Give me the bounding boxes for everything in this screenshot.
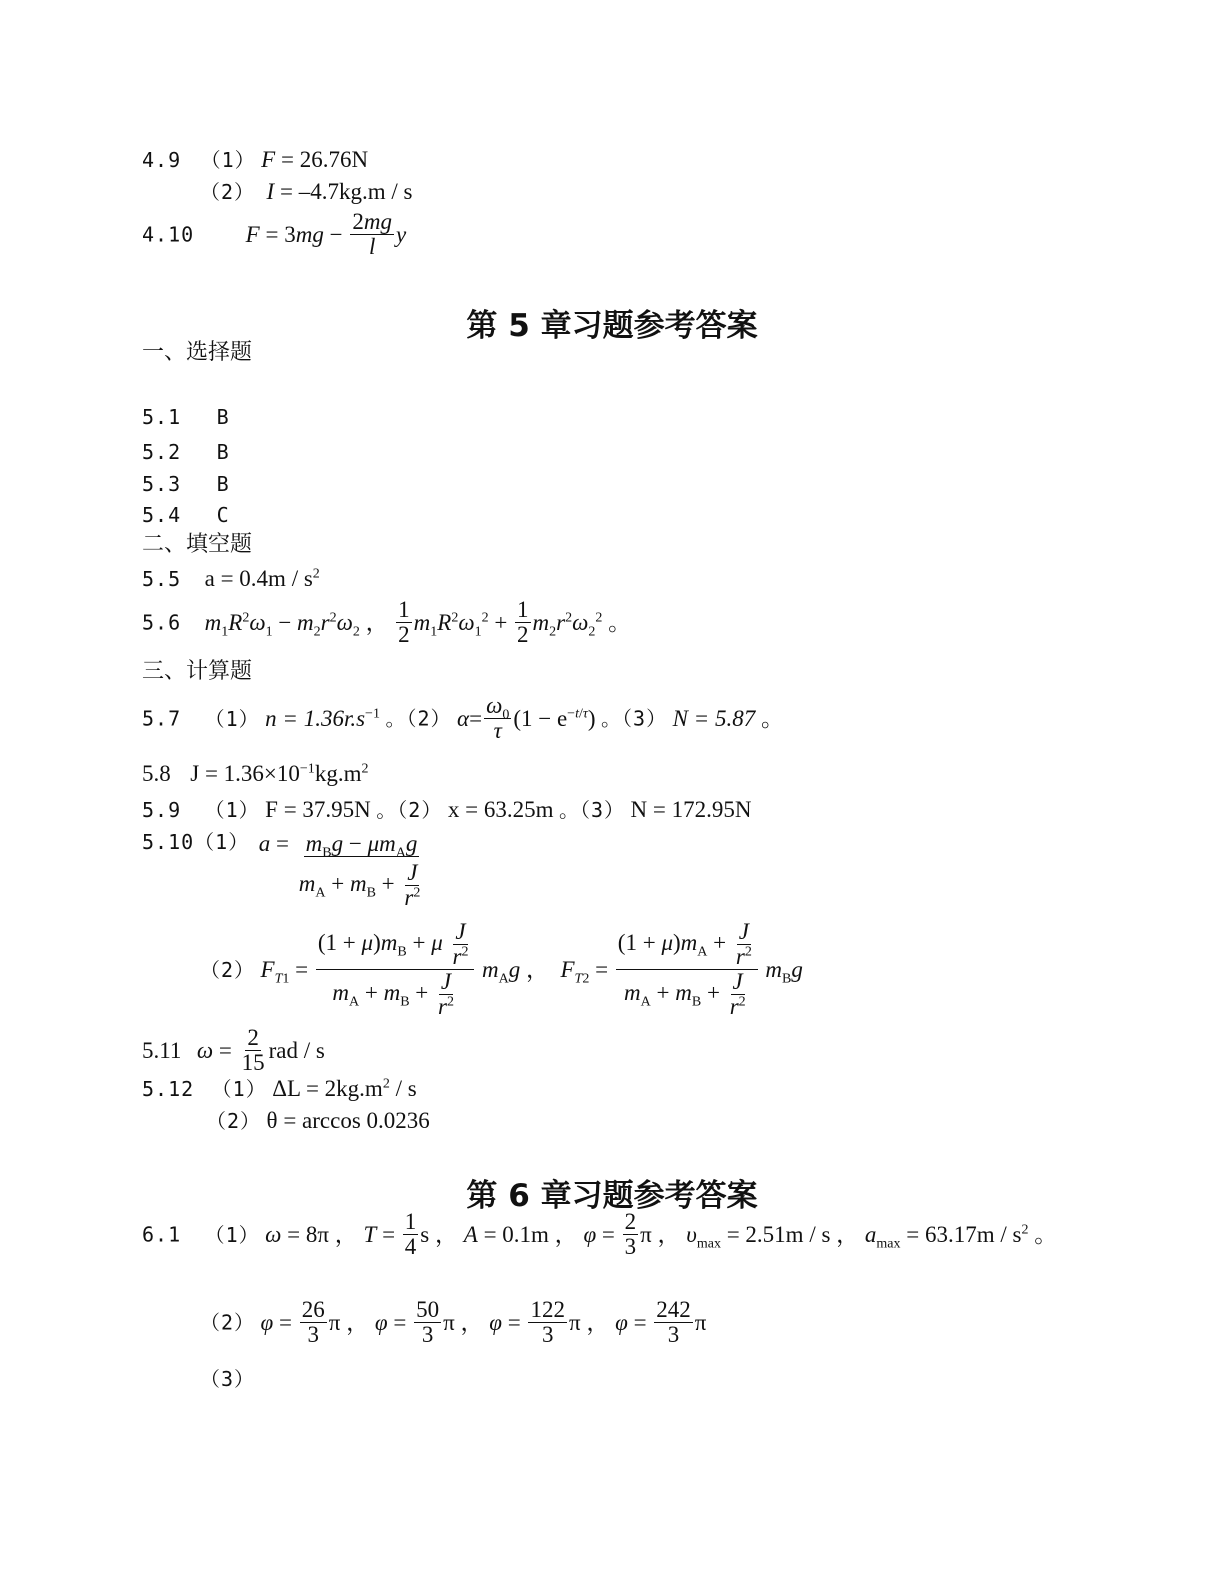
answer-5-1: 5.1 B (142, 405, 230, 429)
answer-6-1-part3: （3） (200, 1367, 256, 1391)
answer-6-1-part2: （2） φ = $\frac{26}{3}$ π ， φ = $\frac{50}{3}$ π ， φ = $\frac{122}{3}$ π ， φ = $\frac{242}{3}$ π (200, 1297, 707, 1348)
answer-5-2: 5.2 B (142, 440, 230, 464)
answer-5-7: 5.7 （1） $n = 1.36r.s^{-1}$ 。（2） α= $\frac{\omega_0}{\tau}$ $(1 - e^{-t/\tau})$ 。（3） N = 5.87 。 (142, 693, 784, 744)
answer-5-9: 5.9 （1） F = 37.95N 。（2） x = 63.25m 。（3） N = 172.95N (142, 797, 752, 822)
answer-5-10-part2: （2） $F_{T1}$ = $(1 + \mu)m_B + \mu$ $\frac{J}{r^2}$ $m_A + m_B$ + $\frac{J}{r^2}$ $m_Ag$ ， $F_{T2}$ = $(1 + \mu)m_A$ + $\frac{J}{r^2}$ $m_A + m_B$ + $\frac{J}{r^2}$ $m_Bg$ (200, 919, 803, 1020)
section-fill-heading: 二、填空题 (142, 532, 253, 557)
fraction-2mg-over-l: $\frac{2mg}{l}$ (352, 209, 392, 260)
answer-5-6: 5.6 $m_1R^2\omega_1 - m_2r^2\omega_2$ ， $\frac{1}{2}$ $m_1R^2\omega_1^2$ + $\frac{1}{2}$ $m_2r^2\omega_2^2$ 。 (142, 597, 632, 648)
section-choice-heading: 一、选择题 (142, 340, 253, 365)
answer-5-12-part1: 5.12 （1） $\Delta L = 2kg.m^2 / s$ (142, 1076, 417, 1101)
chapter-5-title: 第 5 章习题参考答案 (466, 308, 758, 344)
answer-5-8: 5.8 $J = 1.36\times 10^{-1}kg.m^2$ (142, 761, 369, 786)
problem-4-9-part1: 4.9 （1） F = 26.76N (142, 147, 369, 172)
answer-6-1-part1: 6.1 （1） ω = 8π ， T = $\frac{1}{4}$ s ， A = 0.1m ， φ = $\frac{2}{3}$ π ， $\upsilon_{max} = 2.51m / s$ ， $a_{max} = 63.17m / s^2$ 。 (142, 1209, 1058, 1260)
answer-5-3: 5.3 B (142, 472, 230, 496)
answer-5-4: 5.4 C (142, 503, 230, 527)
problem-4-9-part2: （2） I = –4.7kg.m / s (200, 179, 413, 204)
chapter-6-title: 第 6 章习题参考答案 (466, 1178, 758, 1214)
problem-4-10: 4.10 F = 3mg − $\frac{2mg}{l}$ y (142, 209, 407, 260)
answer-5-12-part2: （2） θ = arccos 0.0236 (206, 1108, 430, 1133)
section-calc-heading: 三、计算题 (142, 659, 253, 684)
answer-5-10-part1: 5.10（1） a = $m_Bg - \mu m_Ag$ $m_A + m_B$ + $\frac{J}{r^2}$ (142, 830, 421, 911)
answer-5-5: 5.5 $a = 0.4m / s^2$ (142, 566, 320, 591)
answer-5-11: 5.11 ω = $\frac{2}{15}$ rad / s (142, 1025, 325, 1076)
